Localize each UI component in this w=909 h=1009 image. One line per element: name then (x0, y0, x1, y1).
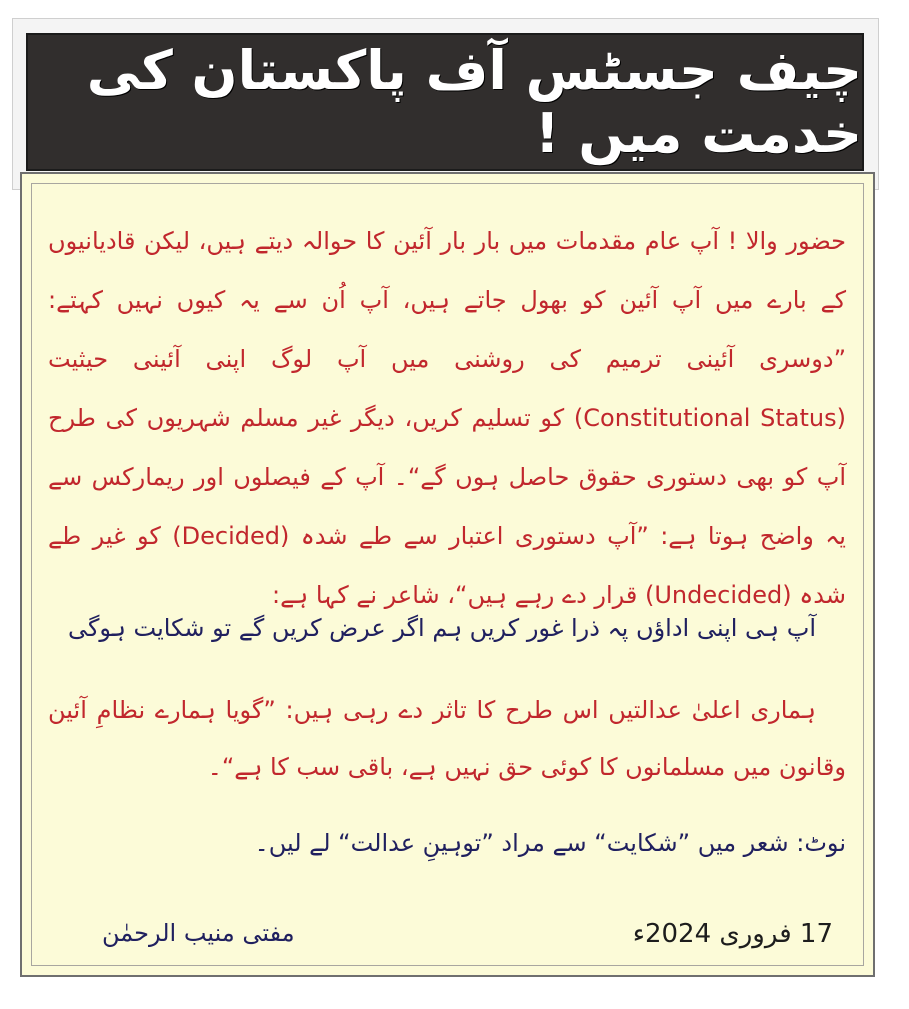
title-banner (26, 33, 864, 171)
couplet-line-left: ہم اگر عرض کریں گے تو شکایت ہوگی (68, 614, 463, 642)
couplet (68, 614, 816, 642)
page-title: چیف جسٹس آف پاکستان کی خدمت میں ! (86, 39, 862, 165)
note-text: نوٹ: شعر میں ”شکایت“ سے مراد ”توہینِ عدالت“ لے لیں۔ (254, 829, 846, 857)
couplet-line-right: آپ ہی اپنی اداؤں پہ ذرا غور کریں (469, 614, 816, 642)
date-text: 17 فروری 2024ء (632, 919, 833, 949)
author-signature: مفتی منیب الرحمٰن (102, 919, 295, 947)
paragraph-main: حضور والا ! آپ عام مقدمات میں بار بار آئین کا حوالہ دیتے ہیں، لیکن قادیانیوں کے بارے میں آپ آئین کو بھول جاتے ہیں، آپ اُن سے یہ کیوں نہیں کہتے: ”دوسری آئینی ترمیم کی روشنی میں آپ لوگ اپنی آئینی حیثیت (Constitutional Status) کو تسلیم کریں، دیگر غیر مسلم شہریوں کی طرح آپ کو بھی دستوری حقوق حاصل ہوں گے“۔ آپ کے فیصلوں اور ریمارکس سے یہ واضح ہوتا ہے: ”آپ دستوری اعتبار سے طے شدہ (Decided) کو غیر طے شدہ (Undecided) قرار دے رہے ہیں“، شاعر نے کہا ہے: (48, 227, 846, 609)
paragraph-second: ہماری اعلیٰ عدالتیں اس طرح کا تاثر دے رہی ہیں: ”گویا ہمارے نظامِ آئین وقانون میں مسلمانوں کا کوئی حق نہیں ہے، باقی سب کا ہے“۔ (48, 696, 846, 781)
content-panel (20, 172, 875, 977)
